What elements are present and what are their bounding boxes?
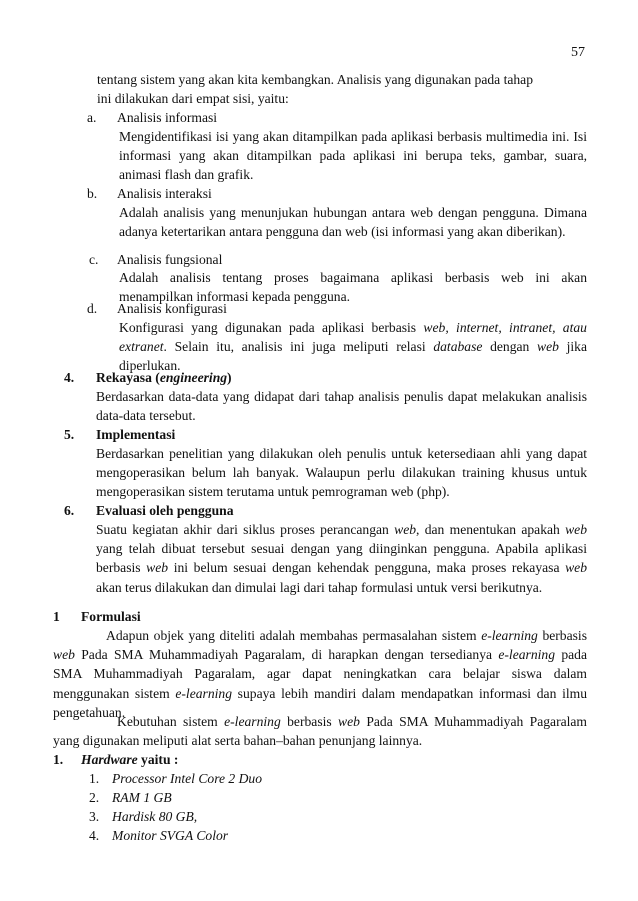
analysis-c-label: c. [89,252,99,267]
text-run: dengan [482,339,538,355]
text-run: supaya lebih mandiri dalam mendapatkan informasi dan ilmu pengetahuan. [53,685,587,720]
text-run-italic: web [53,647,75,663]
text-run: pada SMA Muhammadiyah Pagaralam, agar dapat neningkatkan cara belajar siswa dalam menggunakan sistem [53,647,587,701]
text-run: akan terus dilakukan dan dimulai lagi dari tahap formulasi untuk versi berikutnya. [96,579,543,595]
analysis-d-title: Analisis konfigurasi [117,301,227,316]
step-4-title [96,368,232,387]
list-number: 1. [89,771,100,786]
step-4-text: Berdasarkan data-data yang didapat dari tahap analisis penulis dapat melakukan analisis data-data tersebut. [96,389,587,424]
text-run: Kebutuhan sistem [117,714,225,729]
text-run-italic: e-learning [498,647,555,663]
text-run: jika diperlukan. [119,339,587,374]
step-6-title: Evaluasi oleh pengguna [96,503,234,518]
list-number: 3. [89,809,100,824]
text-run: Pada SMA Muhammadiyah Pagaralam yang digunakan meliputi alat serta bahan–bahan penunjang lainnya. [53,714,588,749]
text-run: Suatu kegiatan akhir dari siklus proses perancangan [96,522,395,537]
hardware-item [89,807,197,826]
section-title: Formulasi [81,609,141,624]
analysis-d-text [119,318,587,376]
list-number: 4. [89,828,100,843]
text-run: . Selain itu, analisis ini juga meliputi relasi [163,339,434,355]
analysis-a-text: Mengidentifikasi isi yang akan ditampilkan pada aplikasi berbasis multimedia ini. Isi informasi yang akan ditampilkan pada aplikasi ini berupa teks, gambar, suara, animasi flash dan grafik. [119,129,587,183]
text-run-italic: e-learning [481,628,538,643]
section-number: 1 [53,609,60,624]
step-5-number: 5. [64,427,75,442]
step-6-number: 6. [64,503,75,518]
text-run-italic: web [146,560,169,576]
step-4-number: 4. [64,370,75,385]
text-run: , dan menentukan apakah [416,522,566,537]
analysis-a-title: Analisis informasi [117,110,218,125]
text-run: berbasis [537,628,587,643]
text-run: Konfigurasi yang digunakan pada aplikasi berbasis [119,320,424,335]
text-run-italic: tau extranet [119,320,587,355]
text-run: berbasis [280,714,339,729]
analysis-b-title: Analisis interaksi [117,186,212,201]
intro-line-1: tentang sistem yang akan kita kembangkan. Analisis yang digunakan pada tahap [97,72,534,87]
hardware-item [89,769,262,788]
text-run-italic: e-learning [224,714,281,729]
text-run-italic: e-learning [175,685,232,701]
hardware-item [89,826,228,845]
text-run: ) [227,370,232,385]
analysis-b-text: Adalah analisis yang menunjukan hubungan antara web dengan pengguna. Dimana adanya ketertarikan antara pengguna dan web (isi informasi yang akan diberikan). [119,205,587,240]
list-text: RAM 1 GB [112,790,172,805]
text-run-italic: web [565,560,587,576]
list-number: 2. [89,790,100,805]
section-paragraph-1 [53,626,587,722]
analysis-c-title: Analisis fungsional [117,252,223,267]
step-5-title: Implementasi [96,427,176,442]
analysis-a-label: a. [87,110,97,125]
step-5-text: Berdasarkan penelitian yang dilakukan oleh penulis untuk ketersediaan ahli yang dapat mengoperasikan belum lah banyak. Walaupun perlu dilakukan training khusus untuk mengoperasikan sistem terutama untuk pemrograman web (php). [96,446,587,500]
section-paragraph-2 [53,712,587,750]
analysis-d-label: d. [87,301,98,316]
text-run: ini belum sesuai dengan kehendak pengguna, maka proses rekayasa [168,560,566,576]
text-run-italic: web [565,522,587,537]
step-6-text [96,520,587,597]
hardware-item [89,788,172,807]
text-run-italic: engineering [159,370,228,385]
text-run-italic: Hardware [81,752,138,767]
analysis-c-text: Adalah analisis tentang proses bagaimana aplikasi berbasis web ini akan menampilkan informasi kepada pengguna. [119,270,587,305]
list-text: Monitor SVGA Color [112,828,229,843]
hardware-heading [81,750,178,769]
text-run: yaitu : [137,752,179,767]
text-run-italic: web [394,522,417,537]
text-run: Pada SMA Muhammadiyah Pagaralam, di harapkan dengan tersedianya [74,647,499,663]
text-run-italic: web [537,339,559,355]
analysis-b-label: b. [87,186,98,201]
text-run-italic: database [433,339,483,355]
text-run-italic: web, internet, intranet, a [423,320,570,335]
hardware-number: 1. [53,752,64,767]
page-number: 57 [571,45,585,60]
text-run-italic: web [338,714,360,729]
text-run: yang telah dibuat tersebut sesuai dengan yang diinginkan pengguna. Apabila aplikasi berbasis [96,541,587,576]
list-text: Processor Intel Core 2 Duo [112,771,263,786]
text-run: Adapun objek yang diteliti adalah membahas permasalahan sistem [106,628,482,643]
list-text: Hardisk 80 GB, [112,809,198,824]
intro-line-2: ini dilakukan dari empat sisi, yaitu: [97,91,289,106]
text-run: Rekayasa ( [96,370,160,385]
